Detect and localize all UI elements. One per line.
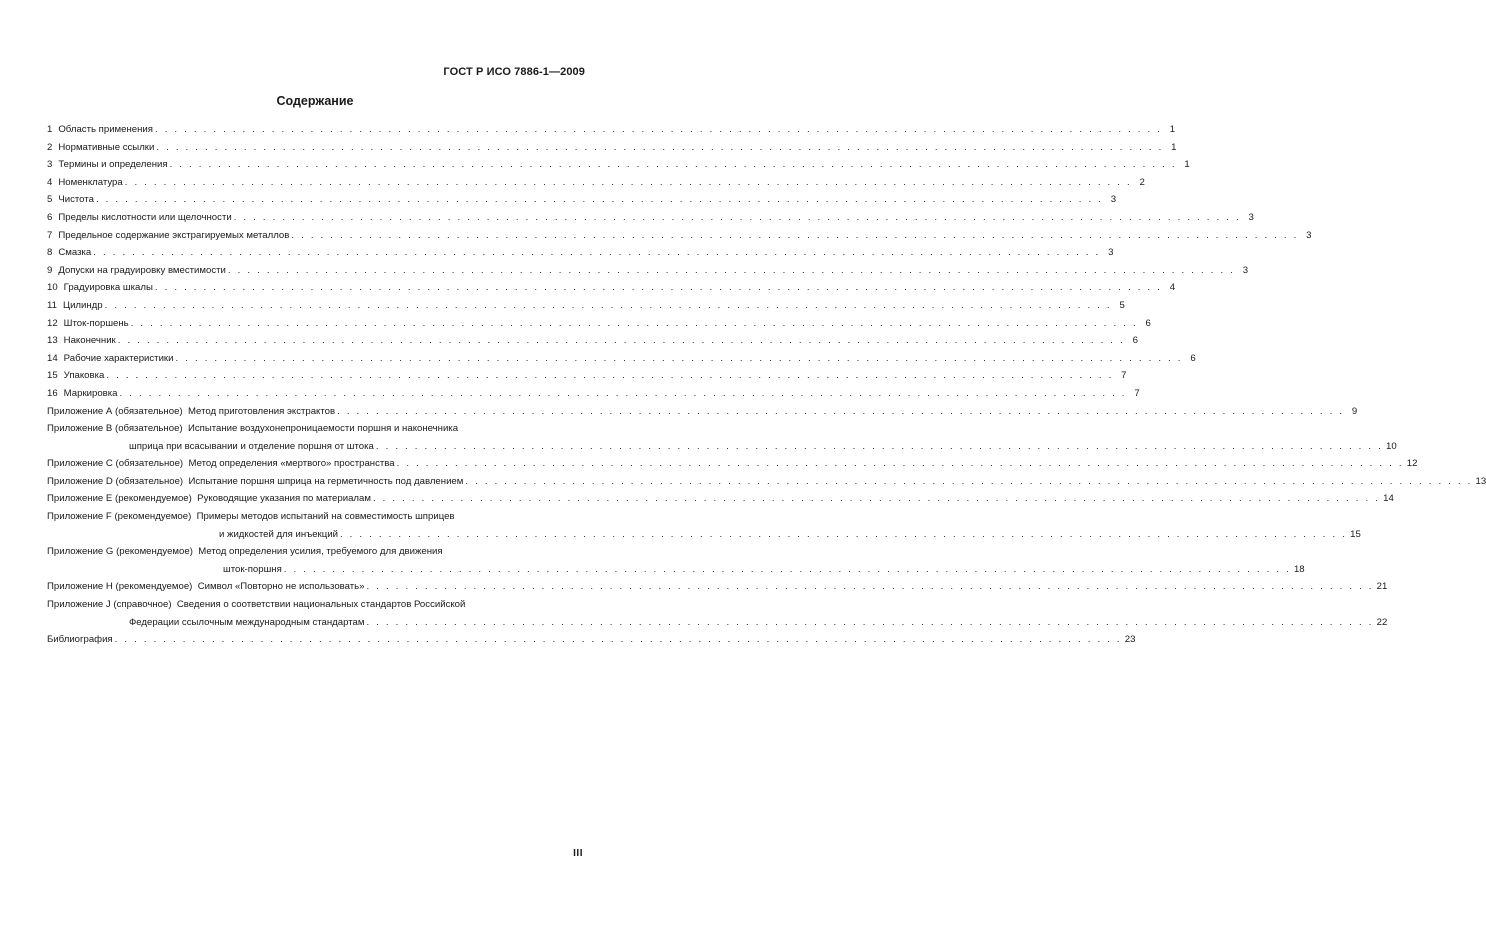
annex-title: Руководящие указания по материалам <box>197 493 371 505</box>
toc-entry-annex-a[interactable] <box>47 403 1358 421</box>
leader-dots: . . . . . . . . . . . . . . . . . . . . . . . . . . . . . . . . . . . . . . . . . . . . . . . . . . . . . . . . . . . . . . . . . . . . . . . . . . . . . . . . . . . . . . . . . . . . . . . . . . . . . . . . <box>154 124 1163 135</box>
toc-entry-section[interactable] <box>47 279 1176 297</box>
section-number: 15 <box>47 370 58 382</box>
toc-entry-annex-g[interactable] <box>47 543 1305 578</box>
page-number: 13 <box>1475 475 1486 487</box>
annex-title: Метод приготовления экстрактов <box>187 405 336 417</box>
page-number: 7 <box>1134 387 1140 399</box>
section-number: 13 <box>47 335 58 347</box>
page-folio: III <box>573 848 583 859</box>
section-title: Упаковка <box>63 370 105 382</box>
toc-entry-annex-d[interactable] <box>47 473 1486 491</box>
section-title: Наконечник <box>63 335 116 347</box>
leader-dots: . . . . . . . . . . . . . . . . . . . . . . . . . . . . . . . . . . . . . . . . . . . . . . . . . . . . . . . . . . . . . . . . . . . . . . . . . . . . . . . . . . . . . . . . . . . . . . . . . . . . . . . . <box>233 211 1241 223</box>
section-title: Чистота <box>58 194 94 206</box>
page-number: 6 <box>1190 352 1196 364</box>
leader-dots: . . . . . . . . . . . . . . . . . . . . . . . . . . . . . . . . . . . . . . . . . . . . . . . . . . . . . . . . . . . . . . . . . . . . . . . . . . . . . . . . . . . . . . . . . . . . . . . . . . . . . . . . <box>95 194 1104 206</box>
section-title: Термины и определения <box>58 159 168 171</box>
section-number: 12 <box>47 317 58 329</box>
leader-dots: . . . . . . . . . . . . . . . . . . . . . . . . . . . . . . . . . . . . . . . . . . . . . . . . . . . . . . . . . . . . . . . . . . . . . . . . . . . . . . . . . . . . . . . . . . . . . . . . . . . . . . . . <box>396 458 1404 470</box>
page-number: 3 <box>1248 211 1254 223</box>
annex-label: Приложение D (обязательное) <box>47 475 184 487</box>
toc-entry-section[interactable] <box>47 244 1114 262</box>
page-number: 3 <box>1242 264 1249 276</box>
annex-label: Приложение С (обязательное) <box>47 458 184 470</box>
leader-dots: . . . . . . . . . . . . . . . . . . . . . . . . . . . . . . . . . . . . . . . . . . . . . . . . . . . . . . . . . . . . . . . . . . . . . . . . . . . . . . . . . . . . . . . . . . . . . . . . . . . . . . . . <box>114 634 1122 646</box>
table-of-contents <box>47 121 1486 649</box>
section-number: 9 <box>47 264 53 276</box>
page-number: 5 <box>1119 299 1125 311</box>
section-title: Рабочие характеристики <box>63 352 174 364</box>
annex-title-line1: Сведения о соответствии национальных стандартов Российской <box>176 599 466 611</box>
section-title: Область применения <box>58 124 153 135</box>
section-number: 6 <box>47 211 53 223</box>
section-title: Маркировка <box>63 387 118 399</box>
toc-entry-section[interactable] <box>47 227 1312 245</box>
toc-entry-section[interactable] <box>47 139 1177 157</box>
page-number: 3 <box>1306 229 1312 241</box>
page-number: 1 <box>1169 124 1176 135</box>
page-number: 6 <box>1132 335 1138 347</box>
section-number: 1 <box>47 124 53 135</box>
toc-entry-section[interactable] <box>47 350 1196 368</box>
toc-entry-section[interactable] <box>47 332 1138 350</box>
toc-entry-bibliography[interactable] <box>47 631 1136 649</box>
leader-dots: . . . . . . . . . . . . . . . . . . . . . . . . . . . . . . . . . . . . . . . . . . . . . . . . . . . . . . . . . . . . . . . . . . . . . . . . . . . . . . . . . . . . . . . . . . . . . . . . . . . . . . . . <box>119 387 1127 399</box>
page-number: 12 <box>1406 458 1418 470</box>
page-number: 10 <box>1386 440 1397 452</box>
section-title: Смазка <box>58 247 92 259</box>
page-number: 1 <box>1184 159 1190 171</box>
leader-dots: . . . . . . . . . . . . . . . . . . . . . . . . . . . . . . . . . . . . . . . . . . . . . . . . . . . . . . . . . . . . . . . . . . . . . . . . . . . . . . . . . . . . . . . . . . . . . . . . . . . . . . . . <box>104 299 1112 311</box>
leader-dots: . . . . . . . . . . . . . . . . . . . . . . . . . . . . . . . . . . . . . . . . . . . . . . . . . . . . . . . . . . . . . . . . . . . . . . . . . . . . . . . . . . . . . . . . . . . . . . . . . . . . . . . . <box>372 493 1381 505</box>
annex-label: Приложение А (обязательное) <box>47 405 183 417</box>
page-number: 3 <box>1110 194 1117 206</box>
leader-dots: . . . . . . . . . . . . . . . . . . . . . . . . . . . . . . . . . . . . . . . . . . . . . . . . . . . . . . . . . . . . . . . . . . . . . . . . . . . . . . . . . . . . . . . . . . . . . . . . . . . . . . . . <box>465 475 1473 487</box>
annex-title: Испытание поршня шприца на герметичность под давлением <box>188 475 464 487</box>
annex-label: Приложение J (справочное) <box>47 599 172 611</box>
leader-dots: . . . . . . . . . . . . . . . . . . . . . . . . . . . . . . . . . . . . . . . . . . . . . . . . . . . . . . . . . . . . . . . . . . . . . . . . . . . . . . . . . . . . . . . . . . . . . . . . . . . . . . . . <box>227 264 1236 276</box>
leader-dots: . . . . . . . . . . . . . . . . . . . . . . . . . . . . . . . . . . . . . . . . . . . . . . . . . . . . . . . . . . . . . . . . . . . . . . . . . . . . . . . . . . . . . . . . . . . . . . . . . . . . . . . . <box>130 317 1138 329</box>
toc-entry-section[interactable] <box>47 367 1127 385</box>
leader-dots: . . . . . . . . . . . . . . . . . . . . . . . . . . . . . . . . . . . . . . . . . . . . . . . . . . . . . . . . . . . . . . . . . . . . . . . . . . . . . . . . . . . . . . . . . . . . . . . . . . . . . . . . <box>291 229 1299 241</box>
section-title: Градуировка шкалы <box>63 282 153 294</box>
toc-entry-section[interactable] <box>47 262 1249 280</box>
toc-entry-section[interactable] <box>47 315 1151 333</box>
annex-title-line2: шток-поршня <box>223 563 282 575</box>
section-title: Цилиндр <box>62 299 103 311</box>
section-number: 4 <box>47 176 53 188</box>
toc-entry-section[interactable] <box>47 174 1145 192</box>
annex-title-line2: Федерации ссылочным международным стандартам <box>129 616 365 628</box>
document-id: ГОСТ Р ИСО 7886-1—2009 <box>443 66 585 78</box>
page-number: 9 <box>1351 405 1358 417</box>
toc-entry-section[interactable] <box>47 156 1190 174</box>
leader-dots: . . . . . . . . . . . . . . . . . . . . . . . . . . . . . . . . . . . . . . . . . . . . . . . . . . . . . . . . . . . . . . . . . . . . . . . . . . . . . . . . . . . . . . . . . . . . . . . . . . . . . . . . <box>169 159 1177 171</box>
leader-dots: . . . . . . . . . . . . . . . . . . . . . . . . . . . . . . . . . . . . . . . . . . . . . . . . . . . . . . . . . . . . . . . . . . . . . . . . . . . . . . . . . . . . . . . . . . . . . . . . . . . . . . . . <box>375 440 1384 452</box>
leader-dots: . . . . . . . . . . . . . . . . . . . . . . . . . . . . . . . . . . . . . . . . . . . . . . . . . . . . . . . . . . . . . . . . . . . . . . . . . . . . . . . . . . . . . . . . . . . . . . . . . . . . . . . . <box>366 581 1374 593</box>
leader-dots: . . . . . . . . . . . . . . . . . . . . . . . . . . . . . . . . . . . . . . . . . . . . . . . . . . . . . . . . . . . . . . . . . . . . . . . . . . . . . . . . . . . . . . . . . . . . . . . . . . . . . . . . <box>93 247 1101 259</box>
annex-title-line2: и жидкостей для инъекций <box>219 528 338 540</box>
section-number: 11 <box>47 299 57 311</box>
annex-label: Приложение Н (рекомендуемое) <box>47 581 193 593</box>
annex-label: Приложение Е (рекомендуемое) <box>47 493 192 505</box>
annex-title-line2: шприца при всасывании и отделение поршня от штока <box>129 440 374 452</box>
annex-label: Приложение F (рекомендуемое) <box>47 511 192 523</box>
annex-label: Приложение В (обязательное) <box>47 423 183 435</box>
section-number: 7 <box>47 229 53 241</box>
leader-dots: . . . . . . . . . . . . . . . . . . . . . . . . . . . . . . . . . . . . . . . . . . . . . . . . . . . . . . . . . . . . . . . . . . . . . . . . . . . . . . . . . . . . . . . . . . . . . . . . . . . . . . . . <box>156 141 1164 153</box>
toc-entry-annex-c[interactable] <box>47 455 1418 473</box>
annex-title: Символ «Повторно не использовать» <box>197 581 365 593</box>
toc-entry-section[interactable] <box>47 121 1176 139</box>
leader-dots: . . . . . . . . . . . . . . . . . . . . . . . . . . . . . . . . . . . . . . . . . . . . . . . . . . . . . . . . . . . . . . . . . . . . . . . . . . . . . . . . . . . . . . . . . . . . . . . . . . . . . . . . <box>339 528 1348 540</box>
section-number: 10 <box>47 282 58 294</box>
page-number: 18 <box>1293 563 1305 575</box>
leader-dots: . . . . . . . . . . . . . . . . . . . . . . . . . . . . . . . . . . . . . . . . . . . . . . . . . . . . . . . . . . . . . . . . . . . . . . . . . . . . . . . . . . . . . . . . . . . . . . . . . . . . . . . . <box>283 563 1291 575</box>
leader-dots: . . . . . . . . . . . . . . . . . . . . . . . . . . . . . . . . . . . . . . . . . . . . . . . . . . . . . . . . . . . . . . . . . . . . . . . . . . . . . . . . . . . . . . . . . . . . . . . . . . . . . . . . <box>117 335 1125 347</box>
section-number: 14 <box>47 352 58 364</box>
section-title: Пределы кислотности или щелочности <box>58 211 232 223</box>
section-list <box>47 121 1312 403</box>
page-number: 23 <box>1124 634 1136 646</box>
section-number: 2 <box>47 141 53 153</box>
toc-entry-section[interactable] <box>47 385 1140 403</box>
section-title: Нормативные ссылки <box>58 141 155 153</box>
page-number: 15 <box>1350 528 1361 540</box>
section-title: Шток-поршень <box>63 317 129 329</box>
page-number: 4 <box>1169 282 1176 294</box>
section-title: Предельное содержание экстрагируемых металлов <box>58 229 290 241</box>
page-number: 1 <box>1171 141 1177 153</box>
toc-title: Содержание <box>276 94 354 108</box>
section-number: 8 <box>47 247 53 259</box>
toc-entry-annex-e[interactable] <box>47 490 1394 508</box>
bibliography-label: Библиография <box>47 634 113 646</box>
annex-title-line1: Испытание воздухонепроницаемости поршня и наконечника <box>187 423 459 435</box>
page-number: 14 <box>1383 493 1394 505</box>
toc-entry-section[interactable] <box>47 191 1117 209</box>
leader-dots: . . . . . . . . . . . . . . . . . . . . . . . . . . . . . . . . . . . . . . . . . . . . . . . . . . . . . . . . . . . . . . . . . . . . . . . . . . . . . . . . . . . . . . . . . . . . . . . . . . . . . . . . <box>337 405 1345 417</box>
page-number: 21 <box>1376 581 1388 593</box>
toc-entry-annex-j[interactable] <box>47 596 1388 631</box>
annex-title-line1: Метод определения усилия, требуемого для движения <box>198 546 443 558</box>
page-number: 6 <box>1145 317 1151 329</box>
page-number: 22 <box>1376 616 1388 628</box>
section-title: Номенклатура <box>58 176 123 188</box>
annex-label: Приложение G (рекомендуемое) <box>47 546 193 558</box>
leader-dots: . . . . . . . . . . . . . . . . . . . . . . . . . . . . . . . . . . . . . . . . . . . . . . . . . . . . . . . . . . . . . . . . . . . . . . . . . . . . . . . . . . . . . . . . . . . . . . . . . . . . . . . . <box>106 370 1114 382</box>
page-number: 3 <box>1108 247 1114 259</box>
toc-entry-annex-f[interactable] <box>47 508 1361 543</box>
leader-dots: . . . . . . . . . . . . . . . . . . . . . . . . . . . . . . . . . . . . . . . . . . . . . . . . . . . . . . . . . . . . . . . . . . . . . . . . . . . . . . . . . . . . . . . . . . . . . . . . . . . . . . . . <box>154 282 1163 294</box>
toc-entry-annex-b[interactable] <box>47 420 1397 455</box>
page-number: 2 <box>1139 176 1145 188</box>
toc-entry-annex-h[interactable] <box>47 578 1388 596</box>
section-number: 5 <box>47 194 53 206</box>
page-number: 7 <box>1121 370 1127 382</box>
section-title: Допуски на градуировку вместимости <box>58 264 226 276</box>
leader-dots: . . . . . . . . . . . . . . . . . . . . . . . . . . . . . . . . . . . . . . . . . . . . . . . . . . . . . . . . . . . . . . . . . . . . . . . . . . . . . . . . . . . . . . . . . . . . . . . . . . . . . . . . <box>124 176 1132 188</box>
annex-title: Метод определения «мертвого» пространства <box>188 458 395 470</box>
leader-dots: . . . . . . . . . . . . . . . . . . . . . . . . . . . . . . . . . . . . . . . . . . . . . . . . . . . . . . . . . . . . . . . . . . . . . . . . . . . . . . . . . . . . . . . . . . . . . . . . . . . . . . . . <box>366 616 1374 628</box>
section-number: 3 <box>47 159 53 171</box>
toc-entry-section[interactable] <box>47 297 1125 315</box>
annex-title-line1: Примеры методов испытаний на совместимость шприцев <box>196 511 455 523</box>
section-number: 16 <box>47 387 58 399</box>
leader-dots: . . . . . . . . . . . . . . . . . . . . . . . . . . . . . . . . . . . . . . . . . . . . . . . . . . . . . . . . . . . . . . . . . . . . . . . . . . . . . . . . . . . . . . . . . . . . . . . . . . . . . . . . <box>175 352 1183 364</box>
toc-entry-section[interactable] <box>47 209 1254 227</box>
